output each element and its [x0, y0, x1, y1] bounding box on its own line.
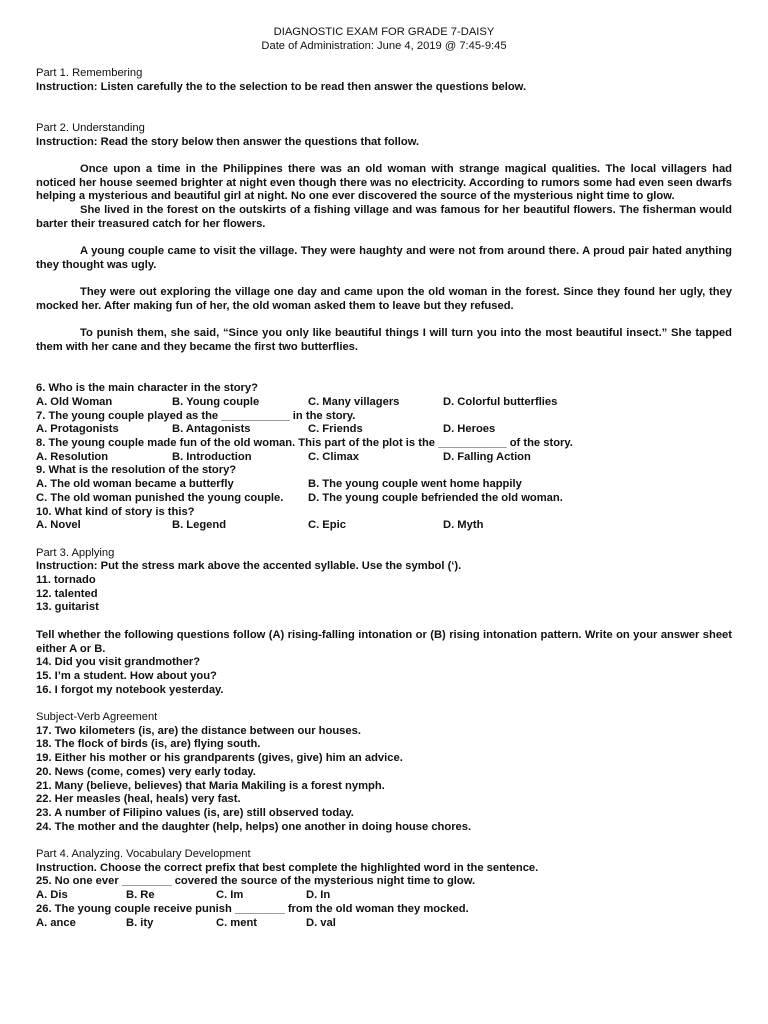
sva-item-19: 19. Either his mother or his grandparents (gives, give) him an advice.	[36, 752, 403, 765]
question-text: 8. The young couple made fun of the old woman. This part of the plot is the ___________ of the story.	[36, 436, 573, 449]
option-d: D. Colorful butterflies	[443, 395, 558, 408]
option-c: C. ment	[216, 916, 258, 929]
option-a: A. Old Woman	[36, 395, 113, 408]
story-paragraph-2: She lived in the forest on the outskirts of a fishing village and was famous for her beautiful flowers. The fisherman would barter their treasured catch for her flowers.	[36, 204, 732, 230]
sva-heading: Subject-Verb Agreement	[36, 711, 158, 723]
answer-options	[36, 396, 732, 410]
option-a: A. Protagonists	[36, 423, 119, 436]
option-c: C. Im	[216, 889, 244, 902]
stress-item-12: 12. talented	[36, 587, 98, 600]
story-paragraph-4: They were out exploring the village one day and came upon the old woman in the forest. Since they found her ugly, they mocked her. After making fun of her, the old woman asked them to leave but they refused.	[36, 286, 732, 312]
story-paragraph-1: Once upon a time in the Philippines there was an old woman with strange magical qualities. The local villagers had noticed her house seemed brighter at night even though there was no electricity. According to rumors some had even seen dwarfs helping a mysterious and beautiful girl at night. No one ever discovered the source of the mysterious night time to glow.	[36, 162, 732, 203]
question-9	[36, 464, 732, 505]
question-text: 7. The young couple played as the ___________ in the story.	[36, 409, 356, 422]
intonation-item-16: 16. I forgot my notebook yesterday.	[36, 683, 224, 696]
question-8	[36, 437, 732, 464]
option-b: B. Re	[126, 889, 155, 902]
exam-title: DIAGNOSTIC EXAM FOR GRADE 7-DAISY	[273, 26, 495, 38]
sva-item-22: 22. Her measles (heal, heals) very fast.	[36, 793, 241, 806]
part4-instruction: Instruction. Choose the correct prefix that best complete the highlighted word in the sentence.	[36, 861, 539, 874]
option-c: C. Friends	[308, 423, 363, 436]
exam-date: Date of Administration: June 4, 2019 @ 7:45-9:45	[261, 39, 507, 52]
part2-heading: Part 2. Understanding	[36, 121, 145, 134]
question-26	[36, 903, 732, 930]
exam-document	[36, 26, 732, 930]
option-a: A. Novel	[36, 519, 81, 532]
sva-item-17: 17. Two kilometers (is, are) the distance between our houses.	[36, 724, 361, 737]
answer-options	[36, 519, 732, 533]
question-text: 6. Who is the main character in the story?	[36, 382, 258, 395]
option-b: B. Young couple	[172, 395, 260, 408]
part3-instruction: Instruction: Put the stress mark above the accented syllable. Use the symbol (‘).	[36, 560, 462, 573]
sva-item-20: 20. News (come, comes) very early today.	[36, 765, 256, 778]
question-text: 26. The young couple receive punish ________ from the old woman they mocked.	[36, 902, 469, 915]
question-text: 9. What is the resolution of the story?	[36, 464, 237, 477]
option-d: D. Heroes	[443, 423, 496, 436]
option-d: D. The young couple befriended the old woman.	[308, 491, 563, 504]
answer-options	[36, 451, 732, 465]
option-d: D. In	[306, 889, 331, 902]
option-a: A. ance	[36, 916, 76, 929]
sva-item-18: 18. The flock of birds (is, are) flying south.	[36, 738, 261, 751]
option-c: C. Climax	[308, 450, 359, 463]
story-paragraph-3: A young couple came to visit the village. They were haughty and were not from around there. A proud pair hated anything they thought was ugly.	[36, 245, 732, 271]
question-7	[36, 410, 732, 437]
option-d: D. Falling Action	[443, 450, 531, 463]
option-a: A. The old woman became a butterfly	[36, 478, 234, 491]
option-c: C. The old woman punished the young couple.	[36, 491, 284, 504]
story-paragraph-5: To punish them, she said, “Since you only like beautiful things I will turn you into the most beautiful insect.” She tapped them with her cane and they became the first two butterflies.	[36, 327, 732, 354]
option-a: A. Dis	[36, 889, 68, 902]
question-25	[36, 875, 732, 902]
option-b: B. Legend	[172, 519, 227, 532]
option-c: C. Many villagers	[308, 395, 400, 408]
part1-instruction: Instruction: Listen carefully the to the selection to be read then answer the questions below.	[36, 80, 527, 93]
option-c: C. Epic	[308, 519, 346, 532]
answer-options	[36, 889, 732, 903]
stress-item-13: 13. guitarist	[36, 601, 99, 614]
part1-heading: Part 1. Remembering	[36, 67, 143, 80]
option-b: B. ity	[126, 916, 154, 929]
stress-item-11: 11. tornado	[36, 574, 96, 586]
intonation-instruction: Tell whether the following questions follow (A) rising-falling intonation or (B) rising intonation pattern. Write on your answer sheet either A or B.	[36, 628, 732, 655]
option-b: B. Introduction	[172, 450, 252, 463]
answer-options	[36, 423, 732, 437]
sva-item-21: 21. Many (believe, believes) that Maria Makiling is a forest nymph.	[36, 779, 385, 792]
intonation-item-15: 15. I’m a student. How about you?	[36, 669, 217, 682]
part2-instruction: Instruction: Read the story below then answer the questions that follow.	[36, 135, 420, 148]
part4-heading: Part 4. Analyzing. Vocabulary Development	[36, 848, 251, 861]
answer-options-row-2	[36, 492, 732, 506]
question-6	[36, 382, 732, 409]
option-b: B. The young couple went home happily	[308, 478, 522, 491]
answer-options-row-1	[36, 478, 732, 492]
intonation-item-14: 14. Did you visit grandmother?	[36, 656, 201, 669]
option-d: D. Myth	[443, 519, 484, 532]
question-text: 10. What kind of story is this?	[36, 505, 195, 518]
question-10	[36, 506, 732, 533]
part3-heading: Part 3. Applying	[36, 546, 115, 559]
option-a: A. Resolution	[36, 450, 109, 463]
answer-options	[36, 917, 732, 931]
sva-item-23: 23. A number of Filipino values (is, are) still observed today.	[36, 806, 354, 819]
sva-item-24: 24. The mother and the daughter (help, helps) one another in doing house chores.	[36, 820, 472, 833]
question-text: 25. No one ever ________ covered the source of the mysterious night time to glow.	[36, 875, 476, 888]
option-b: B. Antagonists	[172, 423, 251, 436]
option-d: D. val	[306, 916, 336, 929]
